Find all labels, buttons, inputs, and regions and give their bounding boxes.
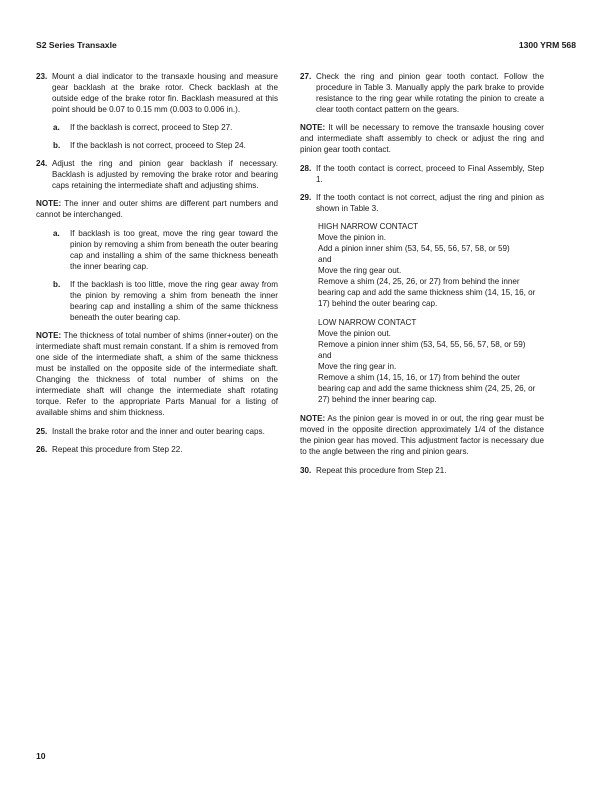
step-text: Install the brake rotor and the inner and outer bearing caps. — [52, 427, 265, 436]
step-number: 27. — [300, 72, 312, 81]
step-number: 29. — [300, 193, 312, 202]
step-text: Mount a dial indicator to the transaxle housing and measure gear backlash at the brake rotor. Check backlash at the outside edge of the brake rotor fin. Backlash measured at this point should be 0.07 to 0.15 mm (0.003 to 0.006 in.). — [52, 72, 278, 114]
step-24-a — [36, 228, 278, 272]
block-line: and — [318, 351, 332, 360]
sub-text: If backlash is too great, move the ring gear toward the pinion by removing a shim from beneath the outer bearing cap and installing a shim of the same thickness beneath the inner bearing cap. — [70, 229, 278, 271]
note-label: NOTE: — [36, 331, 62, 340]
block-title: LOW NARROW CONTACT — [318, 318, 417, 327]
note-label: NOTE: — [300, 123, 326, 132]
sub-letter: b. — [53, 280, 61, 289]
left-column — [36, 71, 278, 462]
block-line: and — [318, 255, 332, 264]
step-number: 23. — [36, 72, 48, 81]
block-line: Add a pinion inner shim (53, 54, 55, 56, 57, 58, or 59) — [318, 244, 510, 253]
note-text: As the pinion gear is moved in or out, the ring gear must be moved in the opposite direction approximately 1/4 of the distance the pinion gear has moved. This adjustment factor is necessary due to the angle between the ring and pinion gears. — [300, 414, 544, 456]
step-number: 26. — [36, 445, 48, 454]
page-header — [36, 40, 576, 54]
step-27 — [300, 71, 544, 115]
sub-text: If the backlash is too little, move the ring gear away from the pinion by removing a shim from beneath the inner bearing cap and installing a shim of the same thickness beneath the outer bearing cap. — [70, 280, 278, 322]
page-number: 10 — [36, 751, 46, 761]
sub-letter: a. — [53, 123, 60, 132]
step-number: 30. — [300, 466, 312, 475]
note-text: The thickness of total number of shims (inner+outer) on the intermediate shaft must remain constant. If a shim is removed from one side of the intermediate shaft, a shim of the same thickness must be installed on the opposite side of the intermediate shaft. Changing the thickness of total number of shims on the intermediate shaft will change the intermediate shaft rotating torque. Refer to the appropriate Parts Manual for a listing of available shims and shim thickness. — [36, 331, 278, 417]
step-23-a — [36, 122, 278, 133]
step-text: Check the ring and pinion gear tooth contact. Follow the procedure in Table 3. Manually apply the park brake to provide resistance to the ring gear while rotating the pinion to create a clear tooth contact pattern on the gears. — [316, 72, 544, 114]
low-narrow-contact-block — [300, 317, 544, 405]
note-text: It will be necessary to remove the transaxle housing cover and intermediate shaft assembly to check or adjust the ring and pinion gear tooth contact. — [300, 123, 545, 154]
step-29 — [300, 192, 544, 214]
note-shim-thickness — [36, 330, 278, 418]
note-remove-cover — [300, 122, 544, 155]
step-text: Repeat this procedure from Step 21. — [316, 466, 447, 475]
step-30 — [300, 465, 544, 476]
block-line: Remove a shim (24, 25, 26, or 27) from behind the inner bearing cap and add the same thickness shim (14, 15, 16, or 17) behind the outer bearing cap. — [318, 277, 536, 308]
step-23 — [36, 71, 278, 115]
note-label: NOTE: — [300, 414, 326, 423]
step-number: 25. — [36, 427, 48, 436]
block-line: Remove a shim (14, 15, 16, or 17) from behind the outer bearing cap and add the same thickness shim (24, 25, 26, or 27) behind the inner bearing cap. — [318, 373, 536, 404]
step-number: 28. — [300, 164, 312, 173]
step-text: If the tooth contact is not correct, adjust the ring and pinion as shown in Table 3. — [316, 193, 544, 213]
step-24-b — [36, 279, 278, 323]
note-label: NOTE: — [36, 199, 62, 208]
note-adjustment-factor — [300, 413, 544, 457]
high-narrow-contact-block — [300, 221, 544, 309]
step-23-b — [36, 140, 278, 151]
step-26 — [36, 444, 278, 455]
sub-letter: b. — [53, 141, 61, 150]
step-25 — [36, 426, 278, 437]
block-line: Move the pinion out. — [318, 329, 391, 338]
step-24 — [36, 158, 278, 191]
manual-title: S2 Series Transaxle — [36, 40, 117, 50]
block-line: Move the ring gear out. — [318, 266, 402, 275]
block-line: Move the pinion in. — [318, 233, 386, 242]
sub-letter: a. — [53, 229, 60, 238]
step-text: Adjust the ring and pinion gear backlash if necessary. Backlash is adjusted by removing the brake rotor and bearing caps retaining the intermediate shaft and adjusting shims. — [52, 159, 278, 190]
sub-text: If the backlash is not correct, proceed to Step 24. — [70, 141, 246, 150]
step-number: 24. — [36, 159, 48, 168]
step-text: Repeat this procedure from Step 22. — [52, 445, 183, 454]
note-text: The inner and outer shims are different part numbers and cannot be interchanged. — [36, 199, 278, 219]
block-line: Remove a pinion inner shim (53, 54, 55, 56, 57, 58, or 59) — [318, 340, 526, 349]
step-28 — [300, 163, 544, 185]
sub-text: If the backlash is correct, proceed to Step 27. — [70, 123, 233, 132]
block-line: Move the ring gear in. — [318, 362, 397, 371]
note-shim-types — [36, 198, 278, 220]
right-column — [300, 71, 544, 483]
document-number: 1300 YRM 568 — [518, 40, 576, 50]
step-text: If the tooth contact is correct, proceed to Final Assembly, Step 1. — [316, 164, 544, 184]
block-title: HIGH NARROW CONTACT — [318, 222, 419, 231]
